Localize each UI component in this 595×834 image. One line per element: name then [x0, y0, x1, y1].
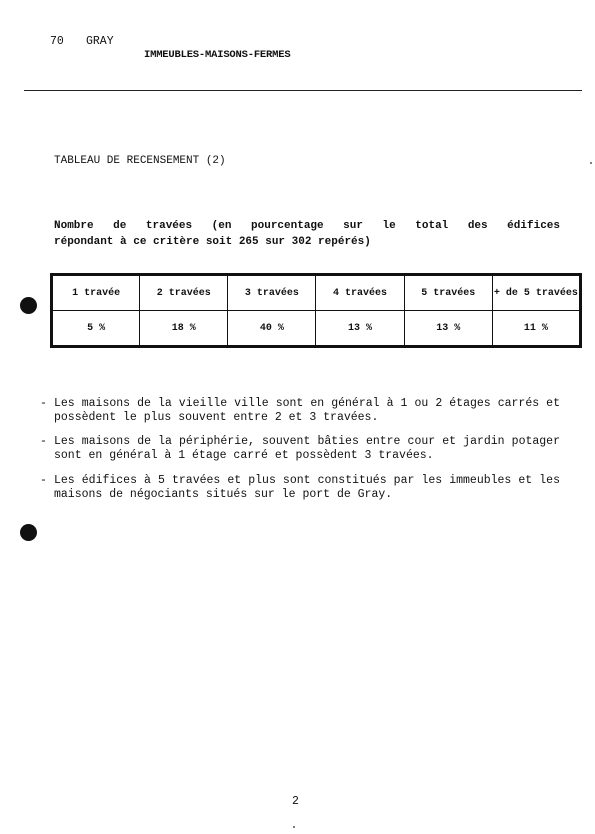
section-title: IMMEUBLES-MAISONS-FERMES: [144, 49, 291, 61]
note-item: [40, 435, 560, 463]
scan-speck: [293, 826, 295, 828]
header-cell: 4 travées: [316, 275, 404, 311]
punch-hole-icon: [20, 297, 37, 314]
value-cell: 13 %: [316, 311, 404, 347]
note-text: Les maisons de la périphérie, souvent bâties entre cour et jardin potager sont en général à 1 étage carré et possèdent 3 travées.: [54, 435, 560, 462]
header-cell: 5 travées: [404, 275, 492, 311]
value-cell: 40 %: [228, 311, 316, 347]
header-cell: 3 travées: [228, 275, 316, 311]
header-cell: 1 travée: [52, 275, 140, 311]
intro-line-2: répondant à ce critère soit 265 sur 302 repérés): [54, 236, 371, 248]
note-text: Les édifices à 5 travées et plus sont constitués par les immeubles et les maisons de négociants situés sur le port de Gray.: [54, 474, 560, 501]
table-intro: [54, 218, 560, 250]
punch-hole-icon: [20, 524, 37, 541]
table-header-row: [52, 275, 581, 311]
table-value-row: [52, 311, 581, 347]
value-cell: 11 %: [492, 311, 580, 347]
census-table: [50, 273, 582, 348]
dash-bullet: -: [40, 397, 47, 410]
page-ref: 70: [50, 35, 64, 48]
scan-speck: [590, 162, 592, 164]
page-number: 2: [292, 795, 299, 808]
note-item: [40, 474, 560, 502]
header-cell: + de 5 travées: [492, 275, 580, 311]
table-caption: TABLEAU DE RECENSEMENT (2): [54, 155, 226, 167]
intro-line-1: Nombre de travées (en pourcentage sur le total des édifices: [54, 220, 560, 232]
dash-bullet: -: [40, 435, 47, 448]
value-cell: 5 %: [52, 311, 140, 347]
dash-bullet: -: [40, 474, 47, 487]
note-item: [40, 397, 560, 425]
note-text: Les maisons de la vieille ville sont en général à 1 ou 2 étages carrés et possèdent le plus souvent entre 2 et 3 travées.: [54, 397, 560, 424]
header-rule: [24, 90, 582, 91]
town-name: GRAY: [86, 35, 114, 48]
value-cell: 13 %: [404, 311, 492, 347]
header-cell: 2 travées: [140, 275, 228, 311]
value-cell: 18 %: [140, 311, 228, 347]
